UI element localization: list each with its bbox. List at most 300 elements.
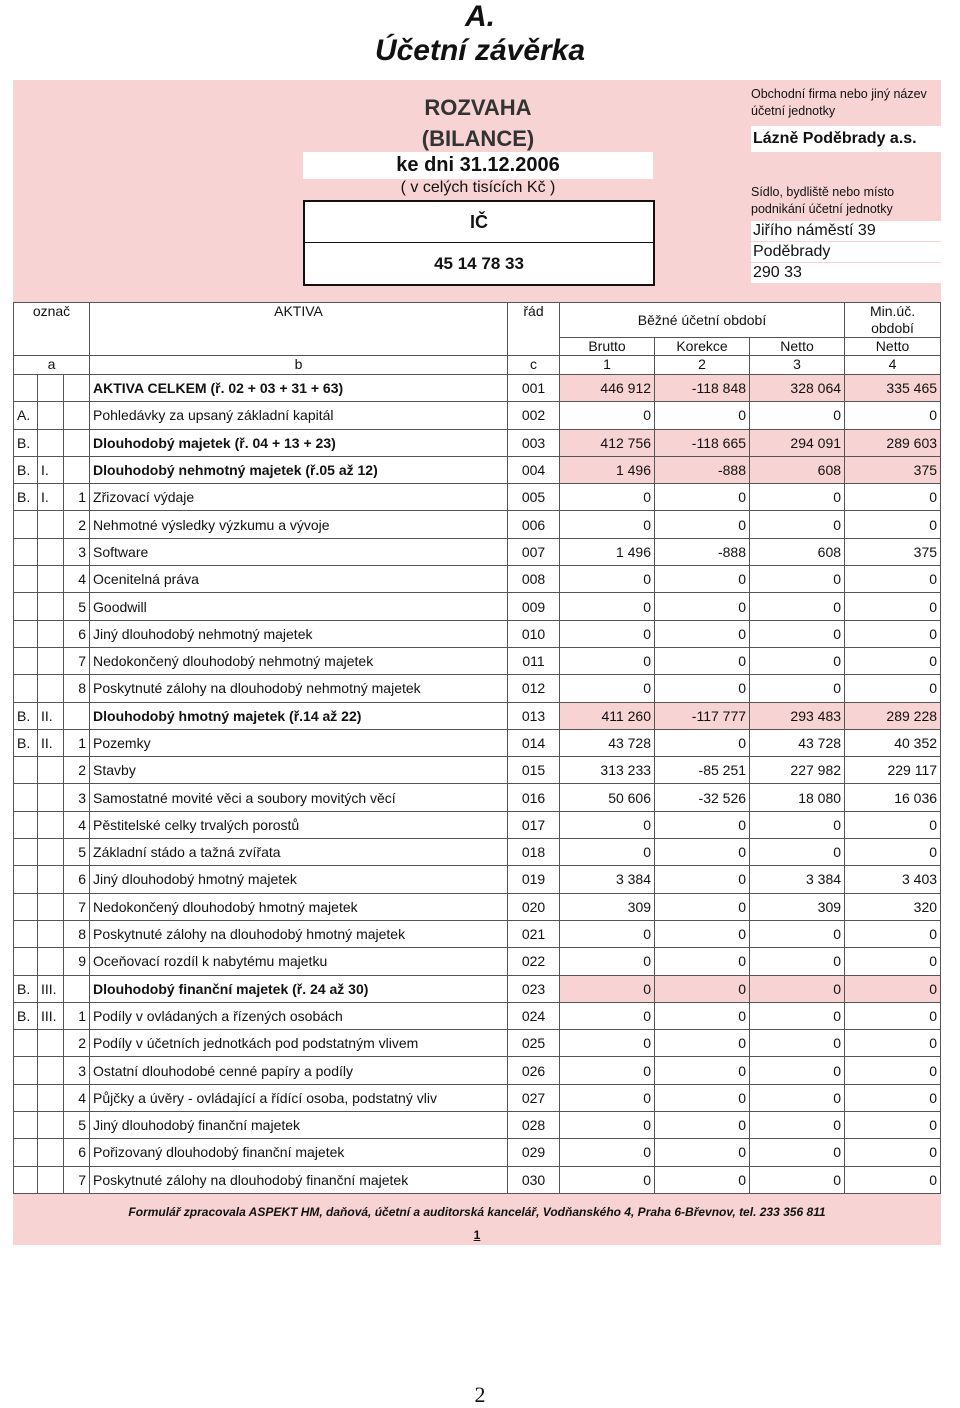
- row-name: AKTIVA CELKEM (ř. 02 + 03 + 31 + 63): [90, 375, 508, 402]
- row-mark-roman: [38, 1139, 64, 1166]
- row-netto-prior: 229 117: [845, 757, 941, 784]
- row-code: 022: [508, 948, 560, 975]
- row-code: 001: [508, 375, 560, 402]
- header-aktiva: AKTIVA: [90, 303, 508, 356]
- row-code: 023: [508, 975, 560, 1002]
- row-netto: 0: [750, 920, 845, 947]
- table-header-row-1: [14, 303, 941, 338]
- table-row: [14, 375, 941, 402]
- row-name: Půjčky a úvěry - ovládající a řídící osoba, podstatný vliv: [90, 1084, 508, 1111]
- row-mark-letter: [14, 1084, 38, 1111]
- table-row: [14, 1112, 941, 1139]
- row-mark-number: 9: [64, 948, 90, 975]
- row-code: 027: [508, 1084, 560, 1111]
- row-netto-prior: 0: [845, 675, 941, 702]
- ic-divider: [305, 242, 653, 243]
- row-mark-roman: II.: [38, 702, 64, 729]
- row-mark-roman: [38, 566, 64, 593]
- row-netto: 0: [750, 1112, 845, 1139]
- row-mark-roman: [38, 784, 64, 811]
- row-mark-number: 8: [64, 920, 90, 947]
- row-name: Poskytnuté zálohy na dlouhodobý finanční majetek: [90, 1166, 508, 1193]
- table-row: [14, 620, 941, 647]
- row-name: Dlouhodobý majetek (ř. 04 + 13 + 23): [90, 429, 508, 456]
- firm-label: Obchodní firma nebo jiný název účetní jednotky: [751, 87, 927, 118]
- row-mark-letter: [14, 757, 38, 784]
- header-4: 4: [845, 356, 941, 375]
- row-netto: 0: [750, 811, 845, 838]
- row-name: Dlouhodobý finanční majetek (ř. 24 až 30): [90, 975, 508, 1002]
- row-korekce: 0: [655, 1112, 750, 1139]
- row-mark-roman: [38, 402, 64, 429]
- row-mark-roman: [38, 1084, 64, 1111]
- row-mark-number: 5: [64, 593, 90, 620]
- row-name: Dlouhodobý hmotný majetek (ř.14 až 22): [90, 702, 508, 729]
- row-mark-number: [64, 429, 90, 456]
- row-code: 006: [508, 511, 560, 538]
- row-brutto: 3 384: [560, 866, 655, 893]
- row-name: Nehmotné výsledky výzkumu a vývoje: [90, 511, 508, 538]
- row-netto: 0: [750, 402, 845, 429]
- row-netto-prior: 0: [845, 975, 941, 1002]
- row-netto: 608: [750, 456, 845, 483]
- row-mark-number: 1: [64, 484, 90, 511]
- header-brutto: Brutto: [560, 338, 655, 356]
- row-code: 019: [508, 866, 560, 893]
- row-korekce: -32 526: [655, 784, 750, 811]
- section-letter: A.: [465, 0, 495, 33]
- header-mark: označ: [14, 303, 90, 356]
- row-code: 015: [508, 757, 560, 784]
- row-brutto: 50 606: [560, 784, 655, 811]
- row-korekce: -888: [655, 456, 750, 483]
- row-korekce: -118 848: [655, 375, 750, 402]
- row-mark-letter: [14, 593, 38, 620]
- row-mark-number: 7: [64, 647, 90, 674]
- row-brutto: 0: [560, 811, 655, 838]
- row-name: Oceňovací rozdíl k nabytému majetku: [90, 948, 508, 975]
- row-mark-letter: B.: [14, 1002, 38, 1029]
- row-netto-prior: 335 465: [845, 375, 941, 402]
- row-mark-number: 1: [64, 729, 90, 756]
- row-mark-roman: [38, 866, 64, 893]
- row-mark-number: [64, 375, 90, 402]
- table-row: [14, 975, 941, 1002]
- row-brutto: 0: [560, 1112, 655, 1139]
- row-brutto: 0: [560, 1084, 655, 1111]
- table-row: [14, 593, 941, 620]
- row-mark-number: 7: [64, 893, 90, 920]
- row-mark-number: 4: [64, 566, 90, 593]
- row-brutto: 43 728: [560, 729, 655, 756]
- row-netto: 0: [750, 593, 845, 620]
- row-mark-number: [64, 402, 90, 429]
- row-mark-number: 4: [64, 1084, 90, 1111]
- row-netto-prior: 0: [845, 1057, 941, 1084]
- row-name: Jiný dlouhodobý hmotný majetek: [90, 866, 508, 893]
- row-korekce: 0: [655, 893, 750, 920]
- row-name: Nedokončený dlouhodobý nehmotný majetek: [90, 647, 508, 674]
- row-netto: 18 080: [750, 784, 845, 811]
- row-mark-number: 6: [64, 866, 90, 893]
- row-mark-roman: III.: [38, 1002, 64, 1029]
- row-brutto: 313 233: [560, 757, 655, 784]
- row-netto: 293 483: [750, 702, 845, 729]
- table-row: [14, 1002, 941, 1029]
- row-brutto: 0: [560, 566, 655, 593]
- row-brutto: 0: [560, 1030, 655, 1057]
- row-mark-roman: [38, 839, 64, 866]
- row-mark-letter: [14, 1112, 38, 1139]
- table-row: [14, 511, 941, 538]
- row-netto: 0: [750, 484, 845, 511]
- row-mark-number: 7: [64, 1166, 90, 1193]
- row-mark-number: 3: [64, 784, 90, 811]
- row-code: 028: [508, 1112, 560, 1139]
- row-korekce: -117 777: [655, 702, 750, 729]
- row-code: 024: [508, 1002, 560, 1029]
- form-page-number: 1: [473, 1228, 481, 1242]
- row-mark-number: 1: [64, 1002, 90, 1029]
- header-netto-prior: Netto: [845, 338, 941, 356]
- row-code: 014: [508, 729, 560, 756]
- row-mark-roman: [38, 1057, 64, 1084]
- table-row: [14, 402, 941, 429]
- table-row: [14, 893, 941, 920]
- row-name: Pozemky: [90, 729, 508, 756]
- row-netto: 0: [750, 975, 845, 1002]
- row-mark-letter: [14, 511, 38, 538]
- header-prior-period: Min.úč. období: [845, 303, 941, 338]
- row-mark-number: [64, 975, 90, 1002]
- row-netto: 0: [750, 1139, 845, 1166]
- row-brutto: 0: [560, 593, 655, 620]
- row-mark-letter: [14, 948, 38, 975]
- row-mark-letter: [14, 566, 38, 593]
- header-2: 2: [655, 356, 750, 375]
- row-mark-letter: B.: [14, 429, 38, 456]
- row-netto-prior: 0: [845, 484, 941, 511]
- row-netto: 0: [750, 1002, 845, 1029]
- row-mark-letter: B.: [14, 456, 38, 483]
- row-code: 013: [508, 702, 560, 729]
- page-number: 2: [474, 1382, 486, 1407]
- row-mark-number: 2: [64, 1030, 90, 1057]
- ic-value: 45 14 78 33: [434, 254, 524, 273]
- row-netto-prior: 0: [845, 1084, 941, 1111]
- table-row: [14, 484, 941, 511]
- table-row: [14, 566, 941, 593]
- balance-table: [13, 302, 941, 1194]
- row-mark-letter: [14, 1030, 38, 1057]
- firm-name: Lázně Poděbrady a.s.: [753, 130, 917, 147]
- row-name: Dlouhodobý nehmotný majetek (ř.05 až 12): [90, 456, 508, 483]
- row-name: Pohledávky za upsaný základní kapitál: [90, 402, 508, 429]
- row-code: 021: [508, 920, 560, 947]
- row-mark-roman: [38, 811, 64, 838]
- row-mark-letter: [14, 784, 38, 811]
- row-mark-roman: [38, 538, 64, 565]
- row-netto-prior: 320: [845, 893, 941, 920]
- header-3: 3: [750, 356, 845, 375]
- row-netto: 0: [750, 566, 845, 593]
- units-note: ( v celých tisících Kč ): [400, 179, 556, 196]
- row-netto-prior: 0: [845, 811, 941, 838]
- table-row: [14, 456, 941, 483]
- address-zip: 290 33: [751, 263, 941, 283]
- row-mark-roman: [38, 375, 64, 402]
- header-rad: řád: [508, 303, 560, 356]
- row-brutto: 412 756: [560, 429, 655, 456]
- row-netto: 309: [750, 893, 845, 920]
- row-brutto: 0: [560, 1139, 655, 1166]
- row-mark-letter: B.: [14, 484, 38, 511]
- row-mark-letter: [14, 538, 38, 565]
- row-korekce: 0: [655, 484, 750, 511]
- row-korekce: 0: [655, 675, 750, 702]
- row-code: 012: [508, 675, 560, 702]
- row-netto: 0: [750, 1084, 845, 1111]
- row-brutto: 1 496: [560, 456, 655, 483]
- address-street: Jiřího náměstí 39: [751, 221, 941, 241]
- table-row: [14, 647, 941, 674]
- row-mark-letter: [14, 839, 38, 866]
- row-netto-prior: 289 228: [845, 702, 941, 729]
- row-korekce: 0: [655, 920, 750, 947]
- table-row: [14, 1030, 941, 1057]
- table-row: [14, 757, 941, 784]
- row-netto-prior: 0: [845, 402, 941, 429]
- row-netto: 0: [750, 511, 845, 538]
- row-korekce: 0: [655, 511, 750, 538]
- row-mark-roman: [38, 593, 64, 620]
- row-name: Jiný dlouhodobý nehmotný majetek: [90, 620, 508, 647]
- row-mark-letter: A.: [14, 402, 38, 429]
- row-name: Pořizovaný dlouhodobý finanční majetek: [90, 1139, 508, 1166]
- row-name: Poskytnuté zálohy na dlouhodobý nehmotný majetek: [90, 675, 508, 702]
- row-mark-letter: [14, 1166, 38, 1193]
- address-city: Poděbrady: [751, 242, 941, 262]
- row-korekce: 0: [655, 948, 750, 975]
- row-korekce: 0: [655, 647, 750, 674]
- row-mark-number: 2: [64, 511, 90, 538]
- row-netto-prior: 0: [845, 1112, 941, 1139]
- row-netto-prior: 0: [845, 1166, 941, 1193]
- header-c: c: [508, 356, 560, 375]
- row-name: Software: [90, 538, 508, 565]
- row-mark-letter: [14, 675, 38, 702]
- row-code: 017: [508, 811, 560, 838]
- header-1: 1: [560, 356, 655, 375]
- row-netto: 0: [750, 948, 845, 975]
- row-netto: 43 728: [750, 729, 845, 756]
- row-code: 026: [508, 1057, 560, 1084]
- row-name: Podíly v účetních jednotkách pod podstatným vlivem: [90, 1030, 508, 1057]
- row-mark-number: 5: [64, 839, 90, 866]
- row-code: 009: [508, 593, 560, 620]
- table-row: [14, 784, 941, 811]
- table-row: [14, 702, 941, 729]
- row-korekce: 0: [655, 729, 750, 756]
- row-mark-roman: [38, 1030, 64, 1057]
- row-korekce: 0: [655, 593, 750, 620]
- row-korekce: -85 251: [655, 757, 750, 784]
- form-footer: Formulář zpracovala ASPEKT HM, daňová, účetní a auditorská kancelář, Vodňanského 4, Praha 6-Břevnov, tel. 233 356 811: [128, 1205, 826, 1219]
- row-brutto: 0: [560, 975, 655, 1002]
- row-korekce: 0: [655, 1002, 750, 1029]
- row-netto-prior: 0: [845, 593, 941, 620]
- row-brutto: 0: [560, 1166, 655, 1193]
- row-netto-prior: 289 603: [845, 429, 941, 456]
- row-netto-prior: 0: [845, 620, 941, 647]
- header-current-period: Běžné účetní období: [560, 303, 845, 338]
- row-brutto: 0: [560, 1002, 655, 1029]
- header-korekce: Korekce: [655, 338, 750, 356]
- row-netto-prior: 0: [845, 511, 941, 538]
- row-code: 011: [508, 647, 560, 674]
- row-mark-roman: [38, 511, 64, 538]
- row-mark-roman: [38, 948, 64, 975]
- row-mark-letter: [14, 1139, 38, 1166]
- row-korekce: 0: [655, 811, 750, 838]
- table-row: [14, 1057, 941, 1084]
- table-header-row-3: [14, 356, 941, 375]
- row-mark-roman: I.: [38, 456, 64, 483]
- row-brutto: 0: [560, 620, 655, 647]
- row-mark-roman: [38, 920, 64, 947]
- row-netto: 294 091: [750, 429, 845, 456]
- row-netto: 0: [750, 1166, 845, 1193]
- row-netto: 608: [750, 538, 845, 565]
- row-brutto: 0: [560, 511, 655, 538]
- row-netto: 3 384: [750, 866, 845, 893]
- row-mark-letter: [14, 866, 38, 893]
- row-mark-number: [64, 702, 90, 729]
- row-netto-prior: 0: [845, 1002, 941, 1029]
- row-code: 005: [508, 484, 560, 511]
- row-code: 018: [508, 839, 560, 866]
- row-brutto: 0: [560, 484, 655, 511]
- row-mark-roman: [38, 429, 64, 456]
- row-korekce: 0: [655, 866, 750, 893]
- row-netto-prior: 3 403: [845, 866, 941, 893]
- table-row: [14, 675, 941, 702]
- ic-label: IČ: [470, 212, 488, 232]
- row-korekce: 0: [655, 1084, 750, 1111]
- table-row: [14, 920, 941, 947]
- row-korekce: 0: [655, 975, 750, 1002]
- row-code: 004: [508, 456, 560, 483]
- row-mark-number: 5: [64, 1112, 90, 1139]
- row-netto: 0: [750, 647, 845, 674]
- row-name: Samostatné movité věci a soubory movitých věcí: [90, 784, 508, 811]
- row-brutto: 0: [560, 948, 655, 975]
- header-a: a: [14, 356, 90, 375]
- row-code: 020: [508, 893, 560, 920]
- row-brutto: 0: [560, 675, 655, 702]
- row-netto: 227 982: [750, 757, 845, 784]
- row-korekce: -118 665: [655, 429, 750, 456]
- row-brutto: 0: [560, 839, 655, 866]
- row-name: Poskytnuté zálohy na dlouhodobý hmotný majetek: [90, 920, 508, 947]
- row-name: Pěstitelské celky trvalých porostů: [90, 811, 508, 838]
- report-date: ke dni 31.12.2006: [303, 152, 653, 179]
- row-mark-letter: [14, 647, 38, 674]
- row-mark-letter: [14, 811, 38, 838]
- row-brutto: 0: [560, 402, 655, 429]
- row-korekce: 0: [655, 620, 750, 647]
- row-mark-roman: [38, 1112, 64, 1139]
- row-code: 030: [508, 1166, 560, 1193]
- row-code: 008: [508, 566, 560, 593]
- table-row: [14, 429, 941, 456]
- row-code: 007: [508, 538, 560, 565]
- header-netto: Netto: [750, 338, 845, 356]
- row-netto-prior: 16 036: [845, 784, 941, 811]
- row-name: Jiný dlouhodobý finanční majetek: [90, 1112, 508, 1139]
- row-korekce: 0: [655, 1166, 750, 1193]
- row-netto-prior: 0: [845, 839, 941, 866]
- row-mark-letter: [14, 893, 38, 920]
- row-mark-roman: III.: [38, 975, 64, 1002]
- row-code: 002: [508, 402, 560, 429]
- row-code: 010: [508, 620, 560, 647]
- row-name: Nedokončený dlouhodobý hmotný majetek: [90, 893, 508, 920]
- row-mark-number: 6: [64, 620, 90, 647]
- row-mark-roman: [38, 647, 64, 674]
- row-mark-number: 8: [64, 675, 90, 702]
- row-netto-prior: 0: [845, 920, 941, 947]
- row-brutto: 309: [560, 893, 655, 920]
- form-title: ROZVAHA: [424, 95, 532, 120]
- table-row: [14, 1084, 941, 1111]
- row-mark-number: 4: [64, 811, 90, 838]
- row-mark-number: 3: [64, 1057, 90, 1084]
- row-korekce: -888: [655, 538, 750, 565]
- row-mark-number: 3: [64, 538, 90, 565]
- table-row: [14, 811, 941, 838]
- row-netto: 0: [750, 839, 845, 866]
- row-mark-roman: [38, 620, 64, 647]
- row-name: Základní stádo a tažná zvířata: [90, 839, 508, 866]
- row-korekce: 0: [655, 1030, 750, 1057]
- row-name: Zřizovací výdaje: [90, 484, 508, 511]
- seat-label: Sídlo, bydliště nebo místo podnikání účetní jednotky: [751, 185, 895, 216]
- row-mark-number: 6: [64, 1139, 90, 1166]
- table-row: [14, 1166, 941, 1193]
- row-name: Goodwill: [90, 593, 508, 620]
- table-row: [14, 866, 941, 893]
- row-brutto: 0: [560, 1057, 655, 1084]
- row-netto: 0: [750, 1030, 845, 1057]
- row-mark-roman: [38, 1166, 64, 1193]
- row-mark-letter: [14, 1057, 38, 1084]
- table-row: [14, 839, 941, 866]
- row-brutto: 411 260: [560, 702, 655, 729]
- row-mark-number: 2: [64, 757, 90, 784]
- row-netto-prior: 0: [845, 1030, 941, 1057]
- table-row: [14, 948, 941, 975]
- row-netto-prior: 0: [845, 1139, 941, 1166]
- row-netto: 0: [750, 675, 845, 702]
- ic-box: [303, 200, 655, 286]
- table-row: [14, 729, 941, 756]
- header-b: b: [90, 356, 508, 375]
- row-name: Podíly v ovládaných a řízených osobách: [90, 1002, 508, 1029]
- row-name: Ostatní dlouhodobé cenné papíry a podíly: [90, 1057, 508, 1084]
- row-netto: 0: [750, 620, 845, 647]
- row-code: 016: [508, 784, 560, 811]
